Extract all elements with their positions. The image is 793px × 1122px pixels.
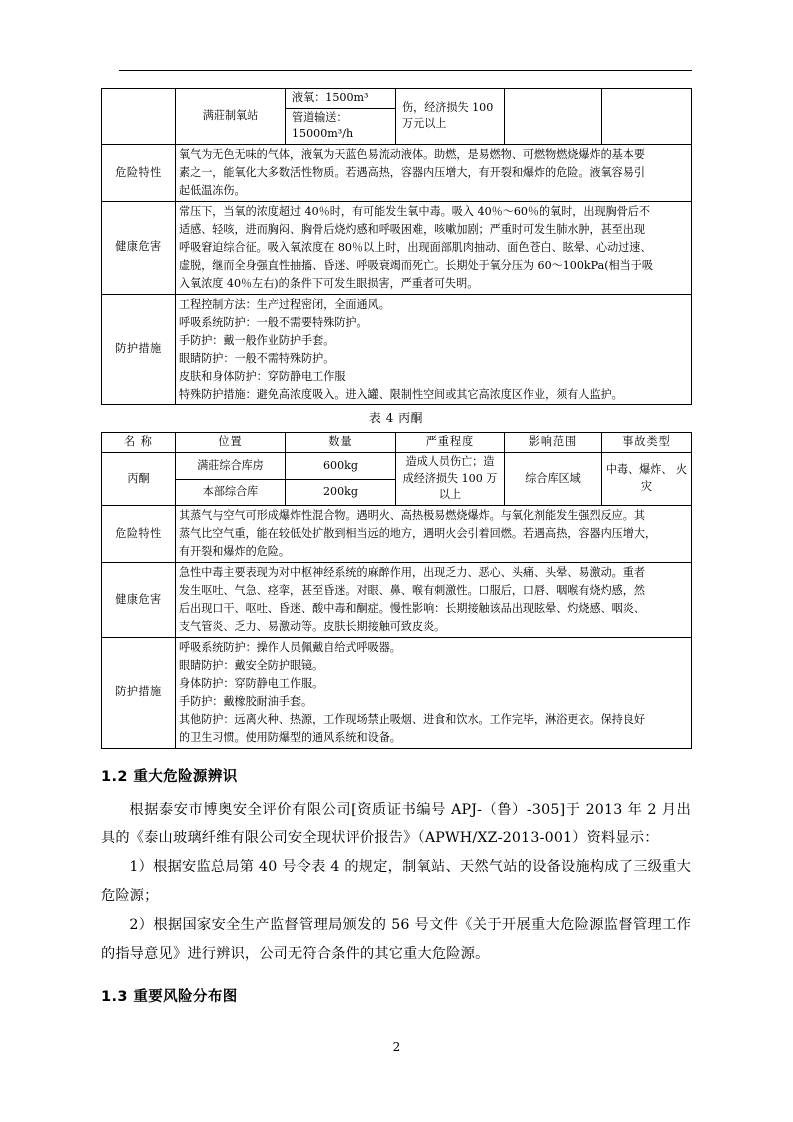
page-number: 2 — [392, 1040, 401, 1054]
cell-scope — [505, 89, 602, 145]
text-line: 其蒸气与空气可形成爆炸性混合物。遇明火、高热极易燃烧爆炸。与氧化剂能发生强烈反应。其 — [179, 509, 645, 523]
text-line: 眼睛防护：戴安全防护眼镜。 — [179, 658, 324, 672]
text-line: 后出现口干、呕吐、昏迷、酸中毒和酮症。慢性影响：长期接触该品出现眩晕、灼烧感、咽炎、 — [179, 601, 645, 615]
row-label-health-hazard: 健康危害 — [102, 562, 176, 637]
cell-location-1: 满莊综合库房 — [176, 453, 286, 479]
col-header-location: 位置 — [176, 433, 286, 453]
text-line: 呼吸窘迫综合征。吸入氧浓度在 80％以上时，出现面部肌肉抽动、面色苍白、眩晕、心动过速、 — [179, 240, 652, 254]
cell-protective-measures-text — [176, 294, 692, 405]
cell-accident-type — [602, 89, 692, 145]
table-row — [102, 89, 692, 109]
text-line: 工程控制方法：生产过程密闭，全面通风。 — [179, 297, 390, 311]
text-line: 素之一，能氧化大多数活性物质。若遇高热，容器内压增大，有开裂和爆炸的危险。液氧容易引 — [179, 165, 645, 179]
cell-severity — [396, 89, 505, 145]
col-header-name: 名 称 — [102, 433, 176, 453]
text-line: 呼吸系统防护：操作人员佩戴自给式呼吸器。 — [179, 640, 401, 654]
paragraph-1-2-item-1: 1）根据安监总局第 40 号令表 4 的规定，制氧站、天然气站的设备设施构成了三级重大危险源； — [101, 859, 691, 905]
col-header-severity: 严重程度 — [396, 433, 505, 453]
text-line: 氧气为无色无味的气体，液氧为天蓝色易流动液体。助燃，是易燃物、可燃物燃烧爆炸的基本要 — [179, 147, 645, 161]
cell-hazard-characteristics-text — [176, 144, 692, 201]
text-line: 特殊防护措施：避免高浓度吸入。进入罐、限制性空间或其它高浓度区作业，须有人监护。 — [179, 387, 623, 401]
severity-line-1: 伤，经济损失 100 — [402, 100, 494, 114]
text-line: 入氧浓度 40％左右)的条件下可发生眼损害，严重者可失明。 — [179, 276, 479, 290]
col-header-scope: 影响范围 — [505, 433, 602, 453]
cell-location: 满莊制氧站 — [176, 89, 286, 145]
heading-1-2: 1.2 重大危险源辨识 — [101, 768, 238, 785]
cell-location-2: 本部综合库 — [176, 479, 286, 505]
table-row-protective-measures — [102, 637, 692, 748]
text-line: 蒸气比空气重，能在较低处扩散到相当远的地方，遇明火会引着回燃。若遇高热，容器内压增大， — [179, 527, 657, 541]
cell-severity — [396, 453, 505, 506]
table-oxygen-continued — [101, 88, 692, 405]
col-header-quantity: 数量 — [286, 433, 396, 453]
text-line: 支气管炎、乏力、易激动等。皮肤长期接触可致皮炎。 — [179, 619, 446, 633]
table-header-row — [102, 433, 692, 453]
cell-hazard-characteristics-text — [176, 506, 692, 563]
severity-line-1: 造成人员伤亡；造 — [405, 455, 495, 469]
heading-1-3: 1.3 重要风险分布图 — [101, 988, 238, 1005]
col-header-accident-type: 事故类型 — [602, 433, 692, 453]
cell-substance-name: 丙酮 — [102, 453, 176, 506]
table-acetone — [101, 432, 692, 748]
text-line: 眼睛防护：一般不需特殊防护。 — [179, 351, 335, 365]
table4-caption: 表 4 丙酮 — [369, 411, 423, 426]
table-row-hazard-characteristics — [102, 144, 692, 201]
cell-quantity-1: 600kg — [286, 453, 396, 479]
cell-protective-measures-text — [176, 637, 692, 748]
text-line: 手防护：戴橡胶耐油手套。 — [179, 694, 313, 708]
paragraph-1-2-item-2: 2）根据国家安全生产监督管理局颁发的 56 号文件《关于开展重大危险源监督管理工作的指导意见》进行辨识，公司无符合条件的其它重大危险源。 — [101, 916, 691, 962]
severity-line-2: 万元以上 — [402, 117, 447, 131]
severity-line-2: 成经济损失 100 万 — [402, 471, 498, 485]
cell-quantity-line2: 管道输送：15000m³/h — [286, 108, 396, 144]
text-line: 适感、轻咳，进而胸闷、胸骨后烧灼感和呼吸困难，咳嗽加剧；严重时可发生肺水肿，甚至出现 — [179, 222, 645, 236]
text-line: 急性中毒主要表现为对中枢神经系统的麻醉作用，出现乏力、恶心、头痛、头晕、易激动。重者 — [179, 565, 645, 579]
cell-name-blank — [102, 89, 176, 145]
text-line: 有开裂和爆炸的危险。 — [179, 544, 290, 558]
text-line: 起低温冻伤。 — [179, 183, 246, 197]
text-line: 身体防护：穿防静电工作服。 — [179, 676, 324, 690]
table-row-hazard-characteristics — [102, 506, 692, 563]
page-header-rule — [119, 70, 692, 71]
text-line: 发生呕吐、气急、痉挛，甚至昏迷。对眼、鼻、喉有刺激性。口服后，口唇、咽喉有烧灼感，然 — [179, 583, 645, 597]
table-row-protective-measures — [102, 294, 692, 405]
row-label-hazard-characteristics: 危险特性 — [102, 144, 176, 201]
cell-health-hazard-text — [176, 201, 692, 294]
cell-quantity-line1: 液氧：1500m³ — [286, 89, 396, 109]
row-label-hazard-characteristics: 危险特性 — [102, 506, 176, 563]
severity-line-3: 以上 — [438, 488, 462, 502]
text-line: 常压下，当氧的浓度超过 40％时，有可能发生氧中毒。吸入 40％～60％的氧时，出现胸骨后不 — [179, 204, 650, 218]
accident-type-line-2: 火灾 — [640, 463, 688, 494]
cell-accident-type — [602, 453, 692, 506]
table-row — [102, 453, 692, 479]
row-label-health-hazard: 健康危害 — [102, 201, 176, 294]
accident-type-line-1: 中毒、爆炸、 — [605, 463, 673, 477]
text-line: 虚脱，继而全身强直性抽搐、昏迷、呼吸衰竭而死亡。长期处于氧分压为 60～100kPa(相当于吸 — [179, 258, 653, 272]
text-line: 呼吸系统防护：一般不需要特殊防护。 — [179, 315, 368, 329]
cell-quantity-2: 200kg — [286, 479, 396, 505]
text-line: 其他防护：远离火种、热源，工作现场禁止吸烟、进食和饮水。工作完毕，淋浴更衣。保持良好 — [179, 712, 645, 726]
row-label-protective-measures: 防护措施 — [102, 637, 176, 748]
cell-health-hazard-text — [176, 562, 692, 637]
text-line: 手防护：戴一般作业防护手套。 — [179, 333, 335, 347]
paragraph-1-2-intro: 根据泰安市博奥安全评价有限公司[资质证书编号 APJ-（鲁）-305]于 2013 年 2 月出具的《泰山玻璃纤维有限公司安全现状评价报告》（APWH/XZ-2013-001）资料显示： — [101, 801, 691, 847]
cell-scope: 综合库区域 — [505, 453, 602, 506]
text-line: 皮肤和身体防护：穿防静电工作服 — [179, 369, 346, 383]
page-content — [101, 88, 691, 1016]
text-line: 的卫生习惯。使用防爆型的通风系统和设备。 — [179, 730, 401, 744]
table-row-health-hazard — [102, 201, 692, 294]
table-row-health-hazard — [102, 562, 692, 637]
row-label-protective-measures: 防护措施 — [102, 294, 176, 405]
